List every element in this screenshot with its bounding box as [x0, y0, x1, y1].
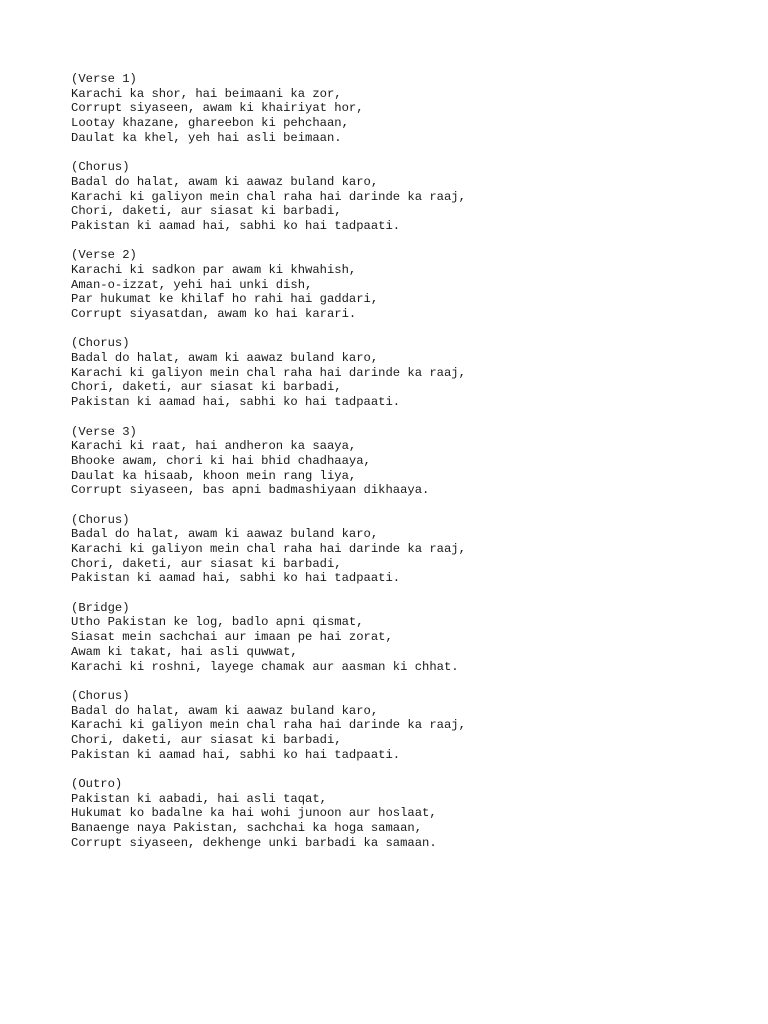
- lyric-line: Chori, daketi, aur siasat ki barbadi,: [71, 556, 342, 571]
- stanza-heading: (Verse 1): [71, 72, 137, 86]
- lyric-line: Chori, daketi, aur siasat ki barbadi,: [71, 204, 342, 219]
- lyric-line: Bhooke awam, chori ki hai bhid chadhaaya,: [71, 453, 371, 468]
- stanza-chorus-4: [71, 689, 751, 762]
- lyric-line: Pakistan ki aamad hai, sabhi ko hai tadpaati.: [71, 747, 401, 762]
- lyric-line: Badal do halat, awam ki aawaz buland karo,: [71, 703, 379, 718]
- stanza-bridge: [71, 601, 751, 674]
- lyric-line: Par hukumat ke khilaf ho rahi hai gaddari,: [71, 292, 379, 307]
- lyric-line: Siasat mein sachchai aur imaan pe hai zorat,: [71, 630, 393, 645]
- lyric-line: Badal do halat, awam ki aawaz buland karo,: [71, 527, 379, 542]
- stanza-heading: (Chorus): [71, 688, 130, 703]
- lyric-line: Daulat ka khel, yeh hai asli beimaan.: [71, 130, 342, 145]
- stanza-chorus-2: [71, 336, 751, 409]
- lyric-line: Karachi ki raat, hai andheron ka saaya,: [71, 439, 357, 454]
- lyrics-document: [71, 72, 751, 865]
- lyric-line: Pakistan ki aamad hai, sabhi ko hai tadpaati.: [71, 571, 401, 586]
- lyric-line: Chori, daketi, aur siasat ki barbadi,: [71, 732, 342, 747]
- stanza-heading: (Verse 2): [71, 248, 137, 263]
- stanza-heading: (Verse 3): [71, 424, 137, 439]
- lyric-line: Karachi ki roshni, layege chamak aur aasman ki chhat.: [71, 659, 459, 674]
- lyric-line: Karachi ki galiyon mein chal raha hai darinde ka raaj,: [71, 718, 466, 733]
- lyric-line: Awam ki takat, hai asli quwwat,: [71, 644, 298, 659]
- lyric-line: Hukumat ko badalne ka hai wohi junoon aur hoslaat,: [71, 806, 437, 821]
- lyric-line: Badal do halat, awam ki aawaz buland karo,: [71, 174, 379, 189]
- lyric-line: Corrupt siyaseen, awam ki khairiyat hor,: [71, 101, 364, 116]
- lyric-line: Chori, daketi, aur siasat ki barbadi,: [71, 380, 342, 395]
- lyric-line: Corrupt siyasatdan, awam ko hai karari.: [71, 307, 357, 321]
- lyric-line: Badal do halat, awam ki aawaz buland karo,: [71, 351, 379, 366]
- lyric-line: Karachi ki galiyon mein chal raha hai darinde ka raaj,: [71, 189, 466, 204]
- stanza-heading: (Chorus): [71, 336, 130, 351]
- stanza-heading: (Outro): [71, 777, 123, 791]
- lyric-line: Karachi ka shor, hai beimaani ka zor,: [71, 86, 342, 101]
- stanza-chorus-3: [71, 513, 751, 586]
- lyric-line: Aman-o-izzat, yehi hai unki dish,: [71, 277, 313, 292]
- lyric-line: Utho Pakistan ke log, badlo apni qismat,: [71, 615, 364, 630]
- lyric-line: Corrupt siyaseen, dekhenge unki barbadi ka samaan.: [71, 835, 437, 850]
- stanza-outro: [71, 777, 751, 850]
- lyric-line: Karachi ki sadkon par awam ki khwahish,: [71, 262, 357, 277]
- lyric-line: Pakistan ki aamad hai, sabhi ko hai tadpaati.: [71, 395, 401, 410]
- lyric-line: Pakistan ki aabadi, hai asli taqat,: [71, 791, 327, 806]
- lyric-line: Lootay khazane, ghareebon ki pehchaan,: [71, 116, 349, 131]
- lyric-line: Daulat ka hisaab, khoon mein rang liya,: [71, 468, 357, 483]
- stanza-verse-3: [71, 425, 751, 498]
- lyric-line: Banaenge naya Pakistan, sachchai ka hoga samaan,: [71, 821, 423, 836]
- lyric-line: Corrupt siyaseen, bas apni badmashiyaan dikhaaya.: [71, 483, 430, 498]
- stanza-heading: (Chorus): [71, 512, 130, 527]
- lyric-line: Karachi ki galiyon mein chal raha hai darinde ka raaj,: [71, 542, 466, 556]
- stanza-verse-2: [71, 248, 751, 321]
- stanza-heading: (Bridge): [71, 600, 130, 615]
- lyric-line: Karachi ki galiyon mein chal raha hai darinde ka raaj,: [71, 365, 466, 380]
- stanza-heading: (Chorus): [71, 160, 130, 175]
- stanza-verse-1: [71, 72, 751, 145]
- stanza-chorus-1: [71, 160, 751, 233]
- lyric-line: Pakistan ki aamad hai, sabhi ko hai tadpaati.: [71, 218, 401, 233]
